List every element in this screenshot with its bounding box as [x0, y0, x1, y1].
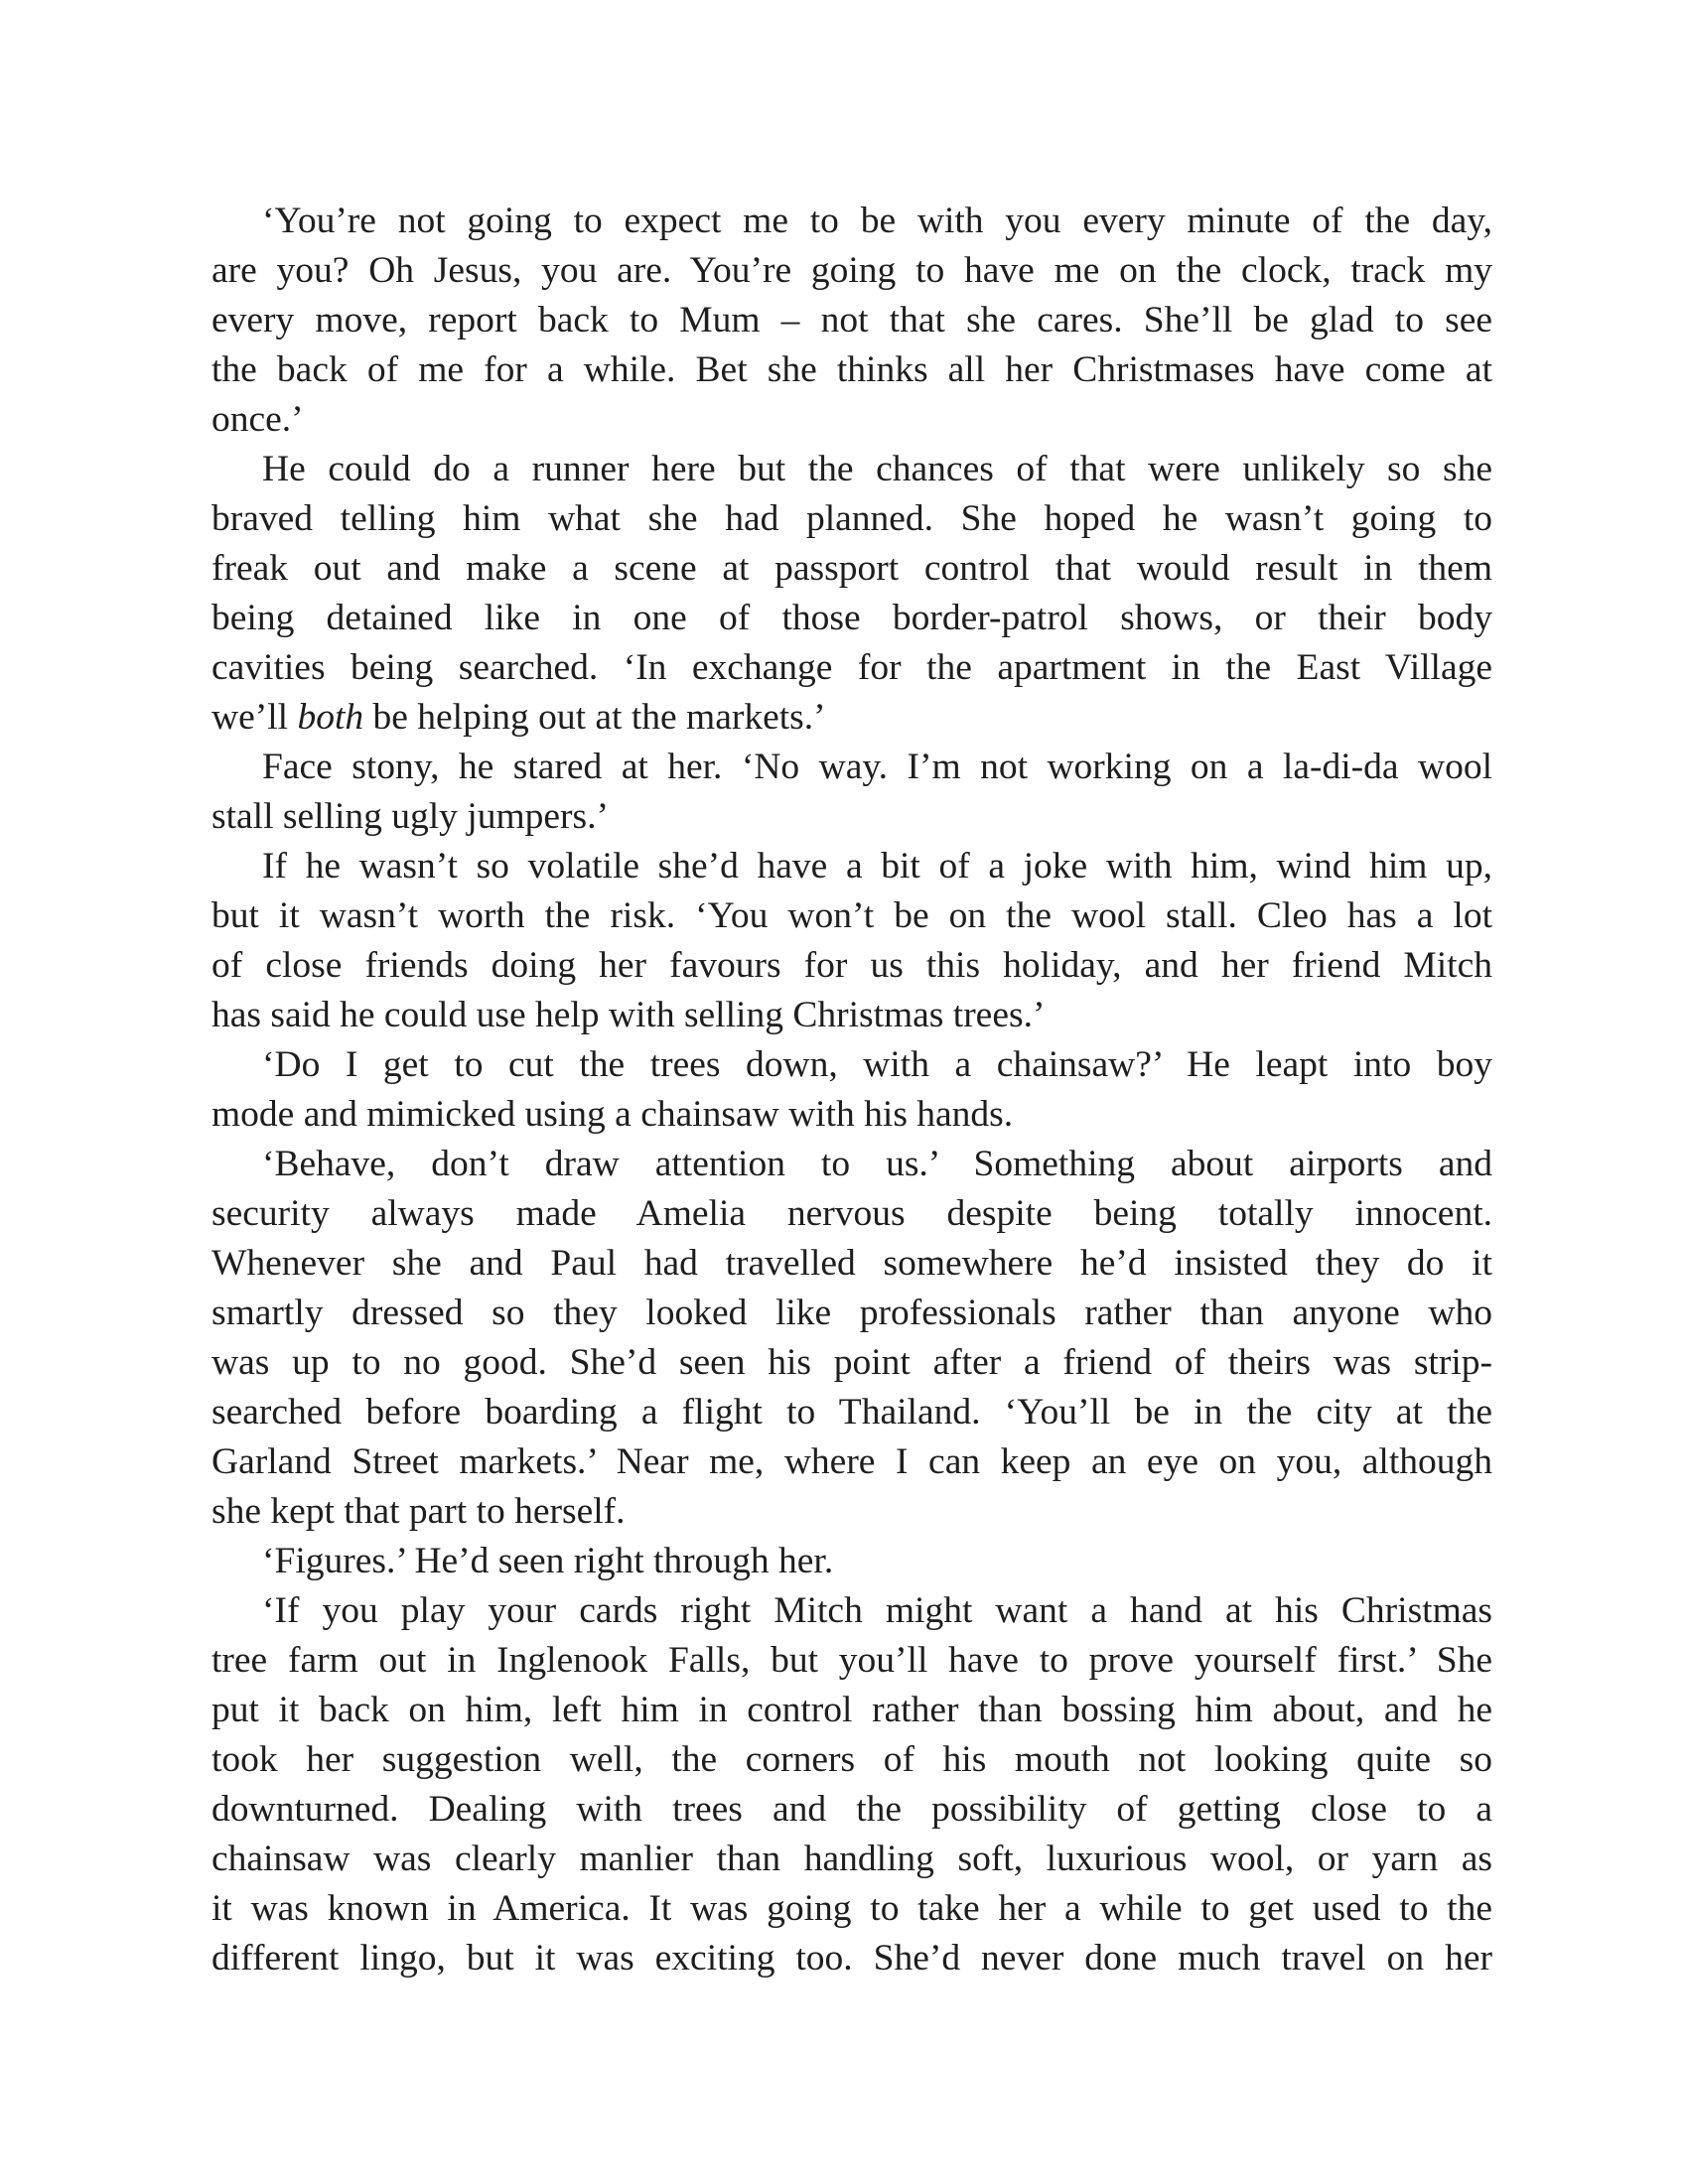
- text-line: Whenever she and Paul had travelled somewhere he’d insisted they do it: [211, 1243, 1492, 1284]
- text-line: ‘Figures.’ He’d seen right through her.: [262, 1541, 834, 1581]
- text-line: If he wasn’t so volatile she’d have a bit of a joke with him, wind him up,: [262, 846, 1492, 887]
- text-line: she kept that part to herself.: [211, 1491, 626, 1532]
- text-line: smartly dressed so they looked like professionals rather than anyone who: [211, 1293, 1492, 1333]
- text-line: put it back on him, left him in control rather than bossing him about, and he: [211, 1690, 1492, 1730]
- text-line: cavities being searched. ‘In exchange for the apartment in the East Village: [211, 647, 1492, 688]
- text-line: Face stony, he stared at her. ‘No way. I’m not working on a la-di-da wool: [262, 747, 1492, 787]
- text-line: [211, 693, 1492, 743]
- text-line: was up to no good. She’d seen his point after a friend of theirs was strip-: [211, 1342, 1492, 1383]
- text-segment: we’ll: [211, 697, 298, 738]
- text-line: ‘Behave, don’t draw attention to us.’ Something about airports and: [262, 1144, 1492, 1184]
- text-line: of close friends doing her favours for us this holiday, and her friend Mitch: [211, 945, 1492, 986]
- text-line: searched before boarding a flight to Thailand. ‘You’ll be in the city at the: [211, 1392, 1492, 1433]
- text-line: it was known in America. It was going to take her a while to get used to the: [211, 1888, 1492, 1929]
- text-line: braved telling him what she had planned. She hoped he wasn’t going to: [211, 498, 1492, 539]
- text-segment: be helping out at the markets.’: [363, 697, 826, 738]
- text-line: downturned. Dealing with trees and the possibility of getting close to a: [211, 1789, 1492, 1830]
- text-line: ‘You’re not going to expect me to be with you every minute of the day,: [262, 201, 1492, 241]
- text-line: has said he could use help with selling Christmas trees.’: [211, 995, 1046, 1035]
- text-line: are you? Oh Jesus, you are. You’re going to have me on the clock, track my: [211, 250, 1492, 291]
- text-line: every move, report back to Mum – not that she cares. She’ll be glad to see: [211, 300, 1492, 341]
- text-line: Garland Street markets.’ Near me, where I can keep an eye on you, although: [211, 1441, 1492, 1482]
- text-line: being detained like in one of those border-patrol shows, or their body: [211, 598, 1492, 638]
- text-line: He could do a runner here but the chances of that were unlikely so she: [262, 449, 1492, 489]
- page-body: [211, 197, 1492, 1983]
- text-line: the back of me for a while. Bet she thinks all her Christmases have come at: [211, 349, 1492, 390]
- text-line: once.’: [211, 399, 304, 440]
- text-line: took her suggestion well, the corners of his mouth not looking quite so: [211, 1739, 1492, 1780]
- text-line: freak out and make a scene at passport control that would result in them: [211, 548, 1492, 589]
- text-line: stall selling ugly jumpers.’: [211, 796, 609, 837]
- text-line: ‘Do I get to cut the trees down, with a chainsaw?’ He leapt into boy: [262, 1044, 1492, 1085]
- text-line: mode and mimicked using a chainsaw with his hands.: [211, 1094, 1014, 1135]
- text-line: different lingo, but it was exciting too. She’d never done much travel on her: [211, 1938, 1492, 1979]
- text-line: tree farm out in Inglenook Falls, but you’ll have to prove yourself first.’ She: [211, 1640, 1492, 1681]
- text-line: but it wasn’t worth the risk. ‘You won’t be on the wool stall. Cleo has a lot: [211, 895, 1492, 936]
- text-line: chainsaw was clearly manlier than handling soft, luxurious wool, or yarn as: [211, 1839, 1492, 1879]
- text-line: ‘If you play your cards right Mitch might want a hand at his Christmas: [262, 1590, 1492, 1631]
- emphasis-text: both: [297, 697, 364, 738]
- text-line: security always made Amelia nervous despite being totally innocent.: [211, 1193, 1492, 1234]
